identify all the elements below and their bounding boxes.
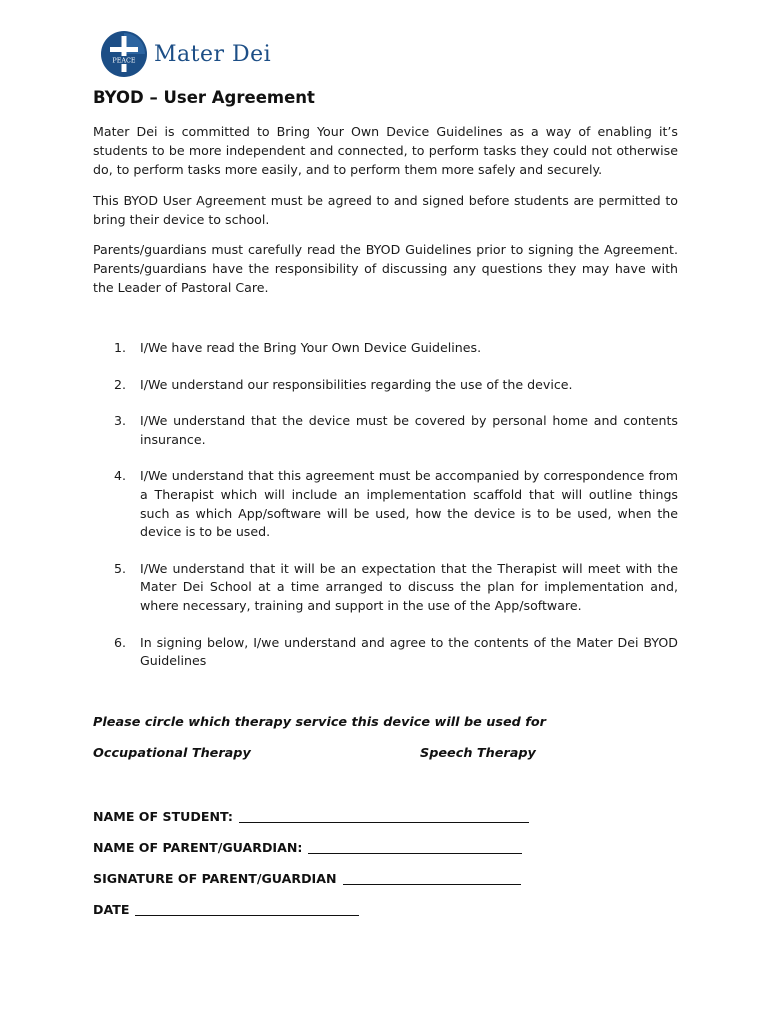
agreement-item-number: 6. xyxy=(114,634,127,650)
agreement-item-number: 5. xyxy=(114,560,127,576)
agreement-list xyxy=(93,339,678,689)
student-name-line[interactable] xyxy=(239,810,529,823)
agreement-item-text: I/We understand our responsibilities regarding the use of the device. xyxy=(140,376,573,392)
agreement-item xyxy=(93,376,678,395)
agreement-item xyxy=(93,634,678,671)
school-crest-icon xyxy=(100,30,148,78)
date-label: DATE xyxy=(93,902,130,917)
therapy-instruction: Please circle which therapy service this device will be used for xyxy=(93,715,546,730)
student-name-label: NAME OF STUDENT: xyxy=(93,809,233,824)
parent-name-label: NAME OF PARENT/GUARDIAN: xyxy=(93,840,303,855)
agreement-item xyxy=(93,339,678,358)
speech-therapy-option[interactable]: Speech Therapy xyxy=(420,746,536,761)
agreement-item-text: I/We have read the Bring Your Own Device Guidelines. xyxy=(140,340,482,355)
occupational-therapy-option[interactable]: Occupational Therapy xyxy=(93,746,251,761)
signature-line[interactable] xyxy=(343,872,521,885)
date-field xyxy=(93,901,359,917)
page-title: BYOD – User Agreement xyxy=(93,88,315,107)
agreement-item-number: 3. xyxy=(114,413,127,429)
agreement-item-text: I/We understand that the device must be covered by personal home and contents insurance. xyxy=(140,413,678,447)
signature-field xyxy=(93,870,521,886)
agreement-item-text: I/We understand that this agreement must be accompanied by correspondence from a Therapist which will include an implementation scaffold that will outline things such as which App/software will be used, how the device is to be used, when the device is to be used. xyxy=(140,468,678,540)
date-line[interactable] xyxy=(135,903,359,916)
signature-label: SIGNATURE OF PARENT/GUARDIAN xyxy=(93,871,337,886)
school-name: Mater Dei xyxy=(154,41,272,67)
agreement-item xyxy=(93,412,678,449)
agreement-item-number: 4. xyxy=(114,468,127,484)
agreement-item-number: 2. xyxy=(114,376,127,392)
agreement-item-text: I/We understand that it will be an expectation that the Therapist will meet with the Mater Dei School at a time arranged to discuss the plan for implementation and, where necessary, training and support in the use of the App/software. xyxy=(140,560,678,613)
intro-paragraph: Parents/guardians must carefully read the BYOD Guidelines prior to signing the Agreement. Parents/guardians have the responsibility of discussing any questions they may have with the Leader of Pastoral Care. xyxy=(93,242,678,295)
parent-name-field xyxy=(93,839,522,855)
intro-paragraph: This BYOD User Agreement must be agreed to and signed before students are permitted to bring their device to school. xyxy=(93,193,678,227)
intro-paragraph: Mater Dei is committed to Bring Your Own Device Guidelines as a way of enabling it’s students to be more independent and connected, to perform tasks they could not otherwise do, to perform tasks more easily, and to perform them more safely and securely. xyxy=(93,124,678,177)
agreement-item-text: In signing below, I/we understand and agree to the contents of the Mater Dei BYOD Guidelines xyxy=(140,634,678,669)
agreement-item xyxy=(93,560,678,616)
crest-badge-text: PEACE xyxy=(112,56,136,65)
parent-name-line[interactable] xyxy=(308,841,522,854)
school-logo xyxy=(100,30,271,78)
student-name-field xyxy=(93,808,529,824)
agreement-item-number: 1. xyxy=(114,340,127,355)
agreement-item xyxy=(93,467,678,541)
